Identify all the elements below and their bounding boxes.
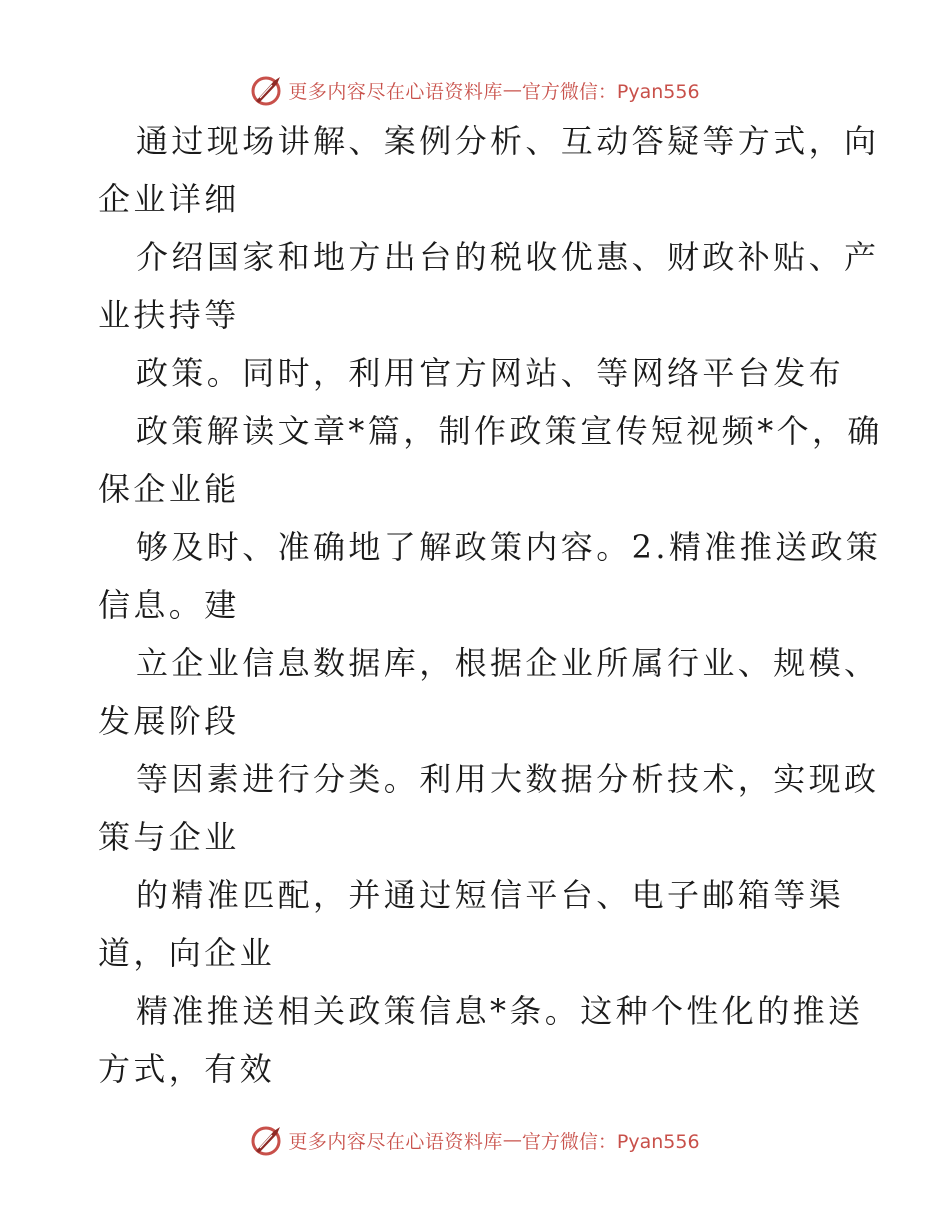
text-line: 信息。建 <box>98 586 240 624</box>
wechat-contact: 官方微信：Pyan556 <box>521 1130 700 1153</box>
text-line: 够及时、准确地了解政策内容。2.精准推送政策 <box>136 528 882 566</box>
text-line: 等因素进行分类。利用大数据分析技术，实现政 <box>136 760 880 798</box>
site-slogan: 更多内容尽在心语资料库 <box>288 1130 503 1153</box>
text-line: 发展阶段 <box>98 702 240 740</box>
text-line: 道，向企业 <box>98 934 276 972</box>
wechat-contact: 官方微信：Pyan556 <box>521 80 700 103</box>
banner-separator: — <box>502 1129 522 1151</box>
text-line: 通过现场讲解、案例分析、互动答疑等方式，向 <box>136 122 880 160</box>
text-line: 业扶持等 <box>98 296 240 334</box>
site-slogan: 更多内容尽在心语资料库 <box>288 80 503 103</box>
banner-separator: — <box>502 79 522 101</box>
text-line: 企业详细 <box>98 180 240 218</box>
header-banner <box>0 70 950 110</box>
footer-banner <box>0 1120 950 1160</box>
text-line: 精准推送相关政策信息*条。这种个性化的推送 <box>136 992 864 1030</box>
text-line: 政策解读文章*篇，制作政策宣传短视频*个，确 <box>136 412 883 450</box>
text-line: 方式，有效 <box>98 1050 276 1088</box>
text-line: 的精准匹配，并通过短信平台、电子邮箱等渠 <box>136 876 845 914</box>
text-line: 保企业能 <box>98 470 240 508</box>
text-line: 立企业信息数据库，根据企业所属行业、规模、 <box>136 644 880 682</box>
quill-pen-logo-icon <box>250 73 284 107</box>
quill-pen-logo-icon <box>250 1123 284 1157</box>
text-line: 介绍国家和地方出台的税收优惠、财政补贴、产 <box>136 238 880 276</box>
text-line: 策与企业 <box>98 818 240 856</box>
text-line: 政策。同时，利用官方网站、等网络平台发布 <box>136 354 845 392</box>
